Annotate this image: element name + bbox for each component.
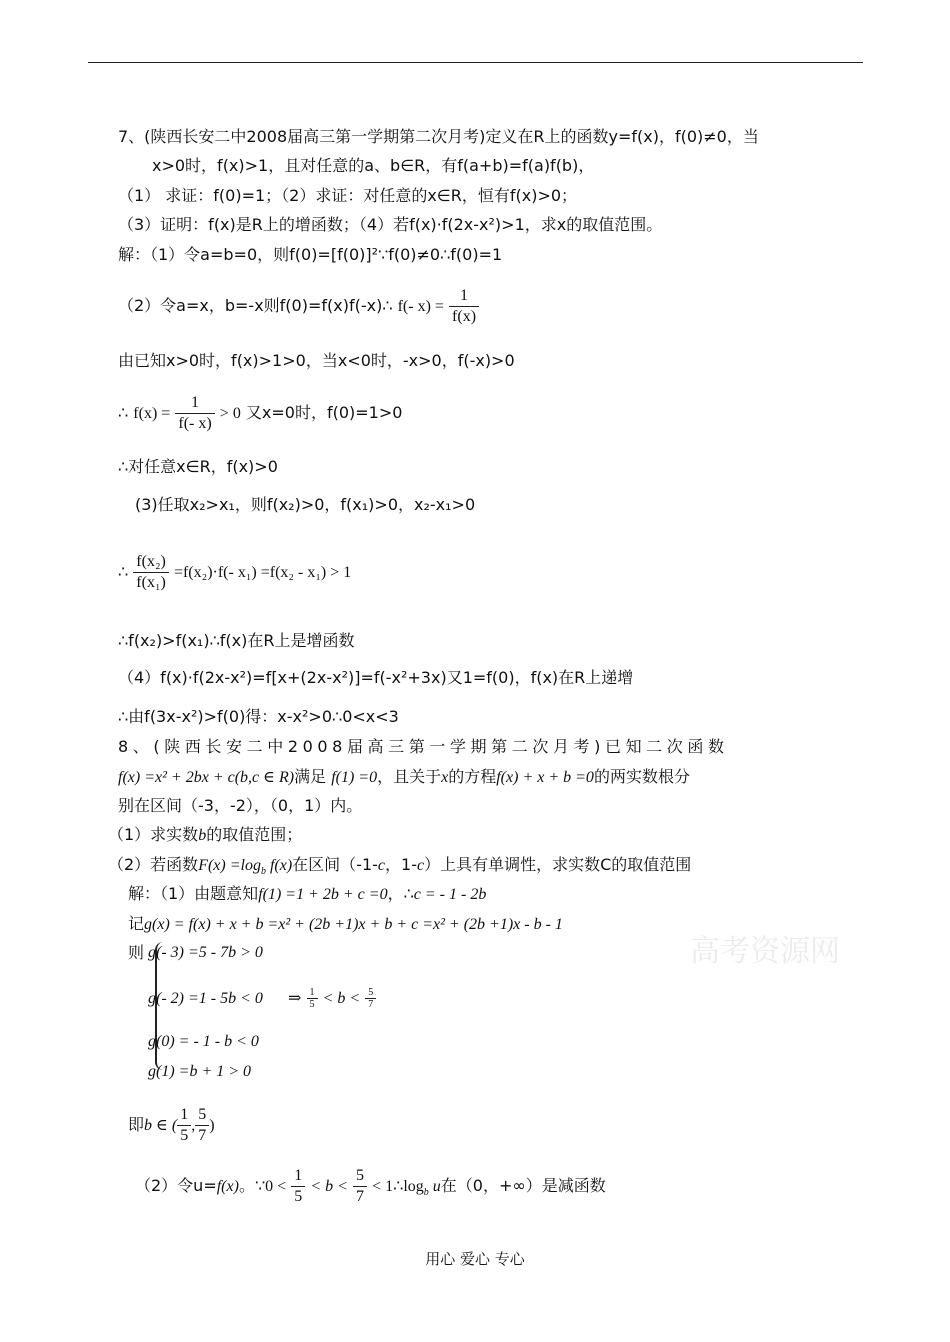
denominator: 5 — [291, 1186, 305, 1207]
text-satisfies: 满足 — [294, 767, 327, 786]
b2-one: < 1 — [372, 1178, 394, 1195]
b2-u: u — [428, 1178, 441, 1195]
problem-7-line-2: x>0时，f(x)>1，且对任意的a、b∈R，有f(a+b)=f(a)f(b)， — [152, 156, 595, 175]
b2-log-base: b — [423, 1187, 429, 1199]
numerator: 5 — [198, 1106, 207, 1123]
inequality-g-minus-3: g(- 3) =5 - 7b > 0 — [148, 944, 263, 961]
inequality-g-0: g(0) = - 1 - b < 0 — [148, 1033, 259, 1050]
problem-8-line-3: 别在区间（-3，-2），（0，1）内。 — [118, 796, 363, 815]
q2-text-end: ）上具有单调性，求实数C的取值范围 — [424, 855, 692, 874]
numerator: 1 — [294, 1167, 303, 1184]
small-fraction — [307, 987, 318, 1010]
therefore-symbol: ∴ — [118, 403, 129, 422]
solution-7-step-1: 解：（1）令a=b=0，则f(0)=[f(0)]²∵f(0)≠0∴f(0)=1 — [118, 245, 503, 264]
b2-text-end: 在（0，+∞）是减函数 — [440, 1176, 606, 1195]
b2-because: 。∵ — [238, 1176, 266, 1195]
g2-formula: g(- 2) =1 - 5b < 0 — [148, 990, 263, 1007]
range-open: b ∈ ( — [144, 1117, 178, 1134]
solution-7-step-10: ∴由f(3x-x²)>f(0)得：x-x²>0∴0<x<3 — [118, 707, 399, 726]
inequality-g-1: g(1) =b + 1 > 0 — [148, 1063, 252, 1080]
denominator: 5 — [307, 998, 318, 1010]
q2-interval-mid: ，1- — [385, 855, 417, 874]
range-fraction — [177, 1105, 191, 1146]
step-7-fraction — [133, 552, 169, 593]
solution-7-step-6: (3)任取x₂>x₁，则f(x₂)>0，f(x₁)>0，x₂-x₁>0 — [135, 495, 476, 514]
problem-8-question-2 — [108, 855, 691, 882]
a2-text: 记 — [128, 914, 145, 933]
problem-8-line-1: 8、(陕西长安二中2008届高三第一学期第二次月考)已知二次函数 — [118, 737, 729, 756]
solution-7-step-5: ∴对任意x∈R，f(x)>0 — [118, 457, 278, 476]
function-f: f(x) — [265, 857, 293, 874]
step-2-formula: f(- x) = — [397, 298, 444, 315]
solution-8-part-2 — [135, 1166, 606, 1207]
solution-7-step-3: 由已知x>0时，f(x)>1>0，当x<0时，-x>0，f(-x)>0 — [118, 351, 515, 370]
step-4-formula: f(x) = — [133, 405, 171, 422]
solution-8-line-1 — [128, 884, 486, 905]
solution-7-step-9: （4）f(x)·f(2x-x²)=f[x+(2x-x²)]=f(-x²+3x)又1=f(0)，f(x)在R上递增 — [118, 668, 634, 687]
variable-b: b — [198, 827, 207, 844]
solution-7-step-7 — [118, 552, 351, 593]
denominator: 5 — [177, 1125, 191, 1146]
text-and-about: ，且关于 — [377, 767, 442, 786]
variable-c: c — [416, 857, 425, 874]
b2-log: log — [403, 1178, 424, 1195]
step-2-text: （2）令a=x，b=-x则f(0)=f(x)f(-x)∴ — [118, 296, 393, 315]
variable-c: c — [377, 857, 386, 874]
denominator: f(x) — [449, 306, 479, 327]
b2-text: （2）令u= — [135, 1176, 217, 1195]
numerator: 5 — [368, 987, 374, 998]
a1-text: 解：（1）由题意知 — [128, 884, 259, 903]
step-4-gt: > 0 — [219, 405, 241, 422]
header-rule — [88, 62, 863, 63]
denominator: 7 — [195, 1125, 209, 1146]
watermark: 高考资源网 — [690, 934, 840, 969]
g2-mid: < b < — [322, 990, 361, 1007]
b2-fx: f(x) — [216, 1178, 239, 1195]
q2-interval-start: 在区间（-1- — [292, 855, 378, 874]
step-7-formula: =f(x₂)·f(- x₁) =f(x₂ - x₁) > 1 — [173, 564, 352, 581]
problem-7-line-4: （3）证明：f(x)是R上的增函数；（4）若f(x)·f(2x-x²)>1，求x的取值范围。 — [118, 215, 663, 234]
a1-therefore: ，∴ — [387, 884, 414, 903]
numerator: 1 — [180, 1106, 189, 1123]
range-text: 即 — [128, 1115, 145, 1134]
solution-7-step-4 — [118, 393, 402, 434]
therefore-symbol: ∴ — [118, 562, 129, 581]
text-equation: 的方程 — [448, 767, 497, 786]
denominator: f(x₁) — [133, 572, 169, 593]
step-2-fraction — [449, 286, 479, 327]
variable-x: x — [441, 769, 449, 786]
numerator: 5 — [356, 1167, 365, 1184]
equation: f(x) + x + b =0 — [496, 769, 594, 786]
condition-f1: f(1) =0 — [331, 769, 378, 786]
problem-8-line-2 — [118, 767, 690, 788]
g-definition: g(x) = f(x) + x + b =x² + (2b +1)x + b + c =x² + (2b +1)x - b - 1 — [144, 916, 563, 933]
solution-7-step-8: ∴f(x₂)>f(x₁)∴f(x)在R上是增函数 — [118, 631, 355, 650]
b2-mid: < b < — [310, 1178, 348, 1195]
b2-zero: 0 < — [265, 1178, 287, 1195]
text-roots: 的两实数根分 — [593, 767, 690, 786]
q1-text: （1）求实数 — [108, 825, 199, 844]
problem-7-line-1: 7、(陕西长安二中2008届高三第一学期第二次月考)定义在R上的函数y=f(x)，f(0)≠0，当 — [118, 127, 759, 146]
solution-8-line-2 — [128, 914, 563, 935]
solution-8-range — [128, 1105, 215, 1146]
page-footer: 用心 爱心 专心 — [425, 1250, 525, 1268]
inequality-g-minus-2 — [148, 987, 376, 1010]
step-4-text: 又x=0时，f(0)=1>0 — [245, 403, 403, 422]
log-base: b — [260, 866, 266, 878]
problem-8-question-1 — [108, 825, 302, 846]
numerator: f(x₂) — [136, 553, 166, 570]
numerator: 1 — [309, 987, 315, 998]
b2-fraction — [291, 1166, 305, 1207]
q2-text: （2）若函数 — [108, 855, 199, 874]
quadratic-definition: f(x) =x² + 2bx + c(b,c ∈ R) — [118, 769, 295, 786]
b2-fraction — [353, 1166, 367, 1207]
b2-therefore: ∴ — [393, 1176, 404, 1195]
solution-7-step-2 — [118, 286, 479, 327]
range-fraction — [195, 1105, 209, 1146]
a1-result: c = - 1 - 2b — [413, 886, 487, 903]
numerator: 1 — [191, 394, 200, 411]
problem-7-line-3: （1） 求证：f(0)=1；（2）求证：对任意的x∈R，恒有f(x)>0； — [118, 186, 578, 205]
implies-arrow: ⇒ — [288, 990, 302, 1007]
function-F: F(x) =log — [198, 857, 261, 874]
numerator: 1 — [460, 287, 469, 304]
solution-8-then: 则 — [128, 943, 145, 962]
denominator: f(- x) — [175, 413, 214, 434]
denominator: 7 — [353, 1186, 367, 1207]
q1-text-end: 的取值范围； — [206, 825, 303, 844]
denominator: 7 — [365, 998, 376, 1010]
step-4-fraction — [175, 393, 214, 434]
range-comma: , — [191, 1117, 196, 1134]
small-fraction — [365, 987, 376, 1010]
a1-formula: f(1) =1 + 2b + c =0 — [258, 886, 388, 903]
range-close: ) — [209, 1117, 215, 1134]
